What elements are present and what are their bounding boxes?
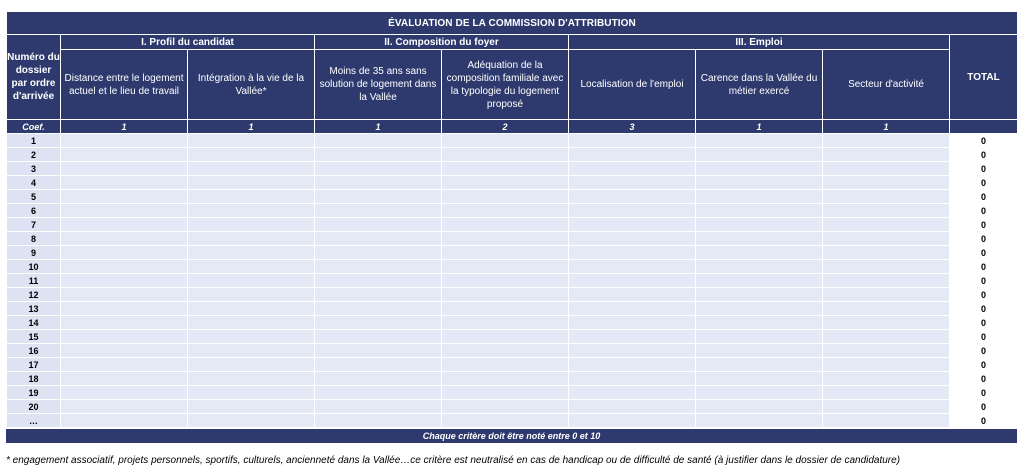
score-cell[interactable] bbox=[61, 330, 188, 344]
score-cell[interactable] bbox=[61, 218, 188, 232]
score-cell[interactable] bbox=[188, 386, 315, 400]
score-cell[interactable] bbox=[442, 358, 569, 372]
score-cell[interactable] bbox=[823, 386, 950, 400]
score-cell[interactable] bbox=[696, 260, 823, 274]
score-cell[interactable] bbox=[188, 316, 315, 330]
score-cell[interactable] bbox=[315, 274, 442, 288]
table-row bbox=[7, 134, 1018, 148]
score-cell[interactable] bbox=[569, 190, 696, 204]
coefficient-value: 3 bbox=[569, 120, 696, 134]
score-cell[interactable] bbox=[442, 344, 569, 358]
score-cell[interactable] bbox=[442, 386, 569, 400]
total-cell: 0 bbox=[950, 134, 1018, 148]
score-cell[interactable] bbox=[823, 288, 950, 302]
section-header-profil: I. Profil du candidat bbox=[61, 35, 315, 50]
table-row bbox=[7, 190, 1018, 204]
score-cell[interactable] bbox=[61, 148, 188, 162]
score-cell[interactable] bbox=[696, 162, 823, 176]
score-cell[interactable] bbox=[315, 190, 442, 204]
coefficient-value: 1 bbox=[823, 120, 950, 134]
table-row bbox=[7, 274, 1018, 288]
coefficient-value: 1 bbox=[315, 120, 442, 134]
score-cell[interactable] bbox=[569, 344, 696, 358]
score-cell[interactable] bbox=[569, 204, 696, 218]
score-cell[interactable] bbox=[315, 218, 442, 232]
coefficient-value: 2 bbox=[442, 120, 569, 134]
table-row bbox=[7, 344, 1018, 358]
score-cell[interactable] bbox=[823, 246, 950, 260]
score-cell[interactable] bbox=[823, 232, 950, 246]
dossier-number: 7 bbox=[7, 218, 61, 232]
score-cell[interactable] bbox=[823, 134, 950, 148]
score-cell[interactable] bbox=[442, 232, 569, 246]
score-cell[interactable] bbox=[188, 218, 315, 232]
score-cell[interactable] bbox=[188, 176, 315, 190]
score-cell[interactable] bbox=[442, 148, 569, 162]
score-cell[interactable] bbox=[696, 204, 823, 218]
score-cell[interactable] bbox=[315, 330, 442, 344]
score-cell[interactable] bbox=[61, 232, 188, 246]
score-cell[interactable] bbox=[569, 134, 696, 148]
table-row bbox=[7, 330, 1018, 344]
score-cell[interactable] bbox=[442, 190, 569, 204]
score-cell[interactable] bbox=[696, 358, 823, 372]
coefficient-value: 1 bbox=[61, 120, 188, 134]
score-cell[interactable] bbox=[442, 302, 569, 316]
score-cell[interactable] bbox=[315, 358, 442, 372]
score-cell[interactable] bbox=[823, 162, 950, 176]
score-cell[interactable] bbox=[188, 260, 315, 274]
criterion-header: Localisation de l'emploi bbox=[569, 50, 696, 120]
total-cell: 0 bbox=[950, 400, 1018, 414]
dossier-number: 6 bbox=[7, 204, 61, 218]
total-cell: 0 bbox=[950, 344, 1018, 358]
table-row bbox=[7, 316, 1018, 330]
score-cell[interactable] bbox=[696, 274, 823, 288]
score-cell[interactable] bbox=[188, 232, 315, 246]
total-cell: 0 bbox=[950, 386, 1018, 400]
dossier-number: 4 bbox=[7, 176, 61, 190]
score-cell[interactable] bbox=[61, 204, 188, 218]
score-cell[interactable] bbox=[442, 246, 569, 260]
evaluation-table bbox=[6, 11, 1018, 428]
score-cell[interactable] bbox=[188, 288, 315, 302]
dossier-number: 5 bbox=[7, 190, 61, 204]
score-cell[interactable] bbox=[569, 246, 696, 260]
score-cell[interactable] bbox=[696, 414, 823, 428]
score-cell[interactable] bbox=[315, 316, 442, 330]
score-cell[interactable] bbox=[61, 372, 188, 386]
score-cell[interactable] bbox=[315, 344, 442, 358]
score-cell[interactable] bbox=[569, 274, 696, 288]
table-row bbox=[7, 358, 1018, 372]
total-cell: 0 bbox=[950, 414, 1018, 428]
coefficient-value: 1 bbox=[188, 120, 315, 134]
score-cell[interactable] bbox=[442, 204, 569, 218]
score-cell[interactable] bbox=[188, 400, 315, 414]
score-cell[interactable] bbox=[569, 232, 696, 246]
score-cell[interactable] bbox=[823, 414, 950, 428]
score-cell[interactable] bbox=[569, 414, 696, 428]
score-cell[interactable] bbox=[61, 190, 188, 204]
score-cell[interactable] bbox=[442, 274, 569, 288]
dossier-number: 1 bbox=[7, 134, 61, 148]
score-cell[interactable] bbox=[696, 246, 823, 260]
score-cell[interactable] bbox=[188, 190, 315, 204]
score-cell[interactable] bbox=[315, 162, 442, 176]
total-header: TOTAL bbox=[950, 35, 1018, 120]
total-cell: 0 bbox=[950, 148, 1018, 162]
table-row bbox=[7, 218, 1018, 232]
score-cell[interactable] bbox=[442, 316, 569, 330]
score-cell[interactable] bbox=[569, 386, 696, 400]
score-cell[interactable] bbox=[442, 372, 569, 386]
total-cell: 0 bbox=[950, 260, 1018, 274]
score-cell[interactable] bbox=[315, 246, 442, 260]
dossier-number: 2 bbox=[7, 148, 61, 162]
score-cell[interactable] bbox=[696, 134, 823, 148]
dossier-number: 13 bbox=[7, 302, 61, 316]
score-cell[interactable] bbox=[315, 148, 442, 162]
score-cell[interactable] bbox=[315, 288, 442, 302]
table-title: ÉVALUATION DE LA COMMISSION D'ATTRIBUTION bbox=[7, 12, 1018, 35]
score-cell[interactable] bbox=[696, 386, 823, 400]
score-cell[interactable] bbox=[61, 414, 188, 428]
score-cell[interactable] bbox=[442, 330, 569, 344]
total-cell: 0 bbox=[950, 302, 1018, 316]
dossier-number: 16 bbox=[7, 344, 61, 358]
table-row bbox=[7, 260, 1018, 274]
score-cell[interactable] bbox=[569, 176, 696, 190]
table-row bbox=[7, 288, 1018, 302]
score-cell[interactable] bbox=[696, 330, 823, 344]
score-cell[interactable] bbox=[696, 190, 823, 204]
dossier-number: 19 bbox=[7, 386, 61, 400]
score-cell[interactable] bbox=[61, 316, 188, 330]
score-cell[interactable] bbox=[315, 414, 442, 428]
dossier-number: 15 bbox=[7, 330, 61, 344]
score-cell[interactable] bbox=[569, 218, 696, 232]
score-cell[interactable] bbox=[696, 218, 823, 232]
score-cell[interactable] bbox=[61, 302, 188, 316]
criterion-header: Distance entre le logement actuel et le lieu de travail bbox=[61, 50, 188, 120]
score-cell[interactable] bbox=[61, 162, 188, 176]
score-cell[interactable] bbox=[188, 246, 315, 260]
score-cell[interactable] bbox=[569, 372, 696, 386]
dossier-number: 17 bbox=[7, 358, 61, 372]
score-cell[interactable] bbox=[442, 162, 569, 176]
score-cell[interactable] bbox=[315, 260, 442, 274]
total-cell: 0 bbox=[950, 372, 1018, 386]
dossier-number: 11 bbox=[7, 274, 61, 288]
score-cell[interactable] bbox=[696, 302, 823, 316]
dossier-number: 10 bbox=[7, 260, 61, 274]
table-row bbox=[7, 162, 1018, 176]
total-cell: 0 bbox=[950, 316, 1018, 330]
score-cell[interactable] bbox=[442, 218, 569, 232]
score-cell[interactable] bbox=[61, 386, 188, 400]
score-cell[interactable] bbox=[696, 316, 823, 330]
score-cell[interactable] bbox=[696, 288, 823, 302]
score-cell[interactable] bbox=[696, 176, 823, 190]
total-cell: 0 bbox=[950, 288, 1018, 302]
score-cell[interactable] bbox=[823, 330, 950, 344]
score-cell[interactable] bbox=[569, 330, 696, 344]
table-row bbox=[7, 302, 1018, 316]
score-cell[interactable] bbox=[823, 358, 950, 372]
score-cell[interactable] bbox=[61, 358, 188, 372]
dossier-number: 8 bbox=[7, 232, 61, 246]
criterion-header: Carence dans la Vallée du métier exercé bbox=[696, 50, 823, 120]
score-cell[interactable] bbox=[442, 288, 569, 302]
section-header-foyer: II. Composition du foyer bbox=[315, 35, 569, 50]
score-cell[interactable] bbox=[315, 386, 442, 400]
score-cell[interactable] bbox=[188, 344, 315, 358]
total-cell: 0 bbox=[950, 232, 1018, 246]
score-cell[interactable] bbox=[696, 400, 823, 414]
score-cell[interactable] bbox=[188, 302, 315, 316]
evaluation-table-container bbox=[6, 11, 1017, 443]
dossier-number: 12 bbox=[7, 288, 61, 302]
coefficient-value: 1 bbox=[696, 120, 823, 134]
score-cell[interactable] bbox=[569, 260, 696, 274]
score-cell[interactable] bbox=[442, 414, 569, 428]
score-cell[interactable] bbox=[315, 302, 442, 316]
score-cell[interactable] bbox=[188, 414, 315, 428]
score-cell[interactable] bbox=[823, 316, 950, 330]
scoring-rule-banner: Chaque critère doit être noté entre 0 et 10 bbox=[6, 429, 1017, 443]
table-row bbox=[7, 148, 1018, 162]
total-cell: 0 bbox=[950, 246, 1018, 260]
table-row bbox=[7, 414, 1018, 428]
score-cell[interactable] bbox=[823, 372, 950, 386]
total-cell: 0 bbox=[950, 330, 1018, 344]
score-cell[interactable] bbox=[823, 218, 950, 232]
total-cell: 0 bbox=[950, 162, 1018, 176]
score-cell[interactable] bbox=[61, 260, 188, 274]
score-cell[interactable] bbox=[442, 134, 569, 148]
row-number-header: Numéro du dossier par ordre d'arrivée bbox=[7, 35, 61, 120]
score-cell[interactable] bbox=[569, 400, 696, 414]
score-cell[interactable] bbox=[823, 176, 950, 190]
score-cell[interactable] bbox=[61, 288, 188, 302]
score-cell[interactable] bbox=[823, 260, 950, 274]
score-cell[interactable] bbox=[188, 204, 315, 218]
score-cell[interactable] bbox=[823, 302, 950, 316]
dossier-number: 3 bbox=[7, 162, 61, 176]
score-cell[interactable] bbox=[315, 372, 442, 386]
table-row bbox=[7, 386, 1018, 400]
table-row bbox=[7, 400, 1018, 414]
score-cell[interactable] bbox=[696, 148, 823, 162]
score-cell[interactable] bbox=[315, 176, 442, 190]
score-cell[interactable] bbox=[823, 400, 950, 414]
score-cell[interactable] bbox=[188, 274, 315, 288]
score-cell[interactable] bbox=[188, 358, 315, 372]
score-cell[interactable] bbox=[569, 302, 696, 316]
total-cell: 0 bbox=[950, 358, 1018, 372]
criterion-header: Secteur d'activité bbox=[823, 50, 950, 120]
score-cell[interactable] bbox=[823, 204, 950, 218]
score-cell[interactable] bbox=[823, 190, 950, 204]
table-row bbox=[7, 204, 1018, 218]
score-cell[interactable] bbox=[315, 400, 442, 414]
score-cell[interactable] bbox=[696, 344, 823, 358]
total-cell: 0 bbox=[950, 274, 1018, 288]
dossier-number: 9 bbox=[7, 246, 61, 260]
table-row bbox=[7, 246, 1018, 260]
section-header-emploi: III. Emploi bbox=[569, 35, 950, 50]
table-row bbox=[7, 176, 1018, 190]
total-cell: 0 bbox=[950, 218, 1018, 232]
score-cell[interactable] bbox=[442, 260, 569, 274]
coefficient-label: Coef. bbox=[7, 120, 61, 134]
score-cell[interactable] bbox=[61, 176, 188, 190]
score-cell[interactable] bbox=[569, 162, 696, 176]
dossier-number: … bbox=[7, 414, 61, 428]
dossier-number: 14 bbox=[7, 316, 61, 330]
score-cell[interactable] bbox=[569, 316, 696, 330]
score-cell[interactable] bbox=[696, 372, 823, 386]
score-cell[interactable] bbox=[188, 372, 315, 386]
score-cell[interactable] bbox=[823, 274, 950, 288]
score-cell[interactable] bbox=[823, 148, 950, 162]
score-cell[interactable] bbox=[569, 148, 696, 162]
score-cell[interactable] bbox=[315, 232, 442, 246]
score-cell[interactable] bbox=[188, 330, 315, 344]
dossier-number: 20 bbox=[7, 400, 61, 414]
score-cell[interactable] bbox=[315, 204, 442, 218]
score-cell[interactable] bbox=[188, 134, 315, 148]
score-cell[interactable] bbox=[823, 344, 950, 358]
dossier-number: 18 bbox=[7, 372, 61, 386]
criterion-header: Adéquation de la composition familiale avec la typologie du logement proposé bbox=[442, 50, 569, 120]
footnote: * engagement associatif, projets personnels, sportifs, culturels, ancienneté dans la Vallée…ce critère est neutralisé en cas de handicap ou de difficulté de santé (à justifier dans le dossier de candidature) bbox=[6, 455, 901, 466]
score-cell[interactable] bbox=[188, 148, 315, 162]
criterion-header: Moins de 35 ans sans solution de logement dans la Vallée bbox=[315, 50, 442, 120]
score-cell[interactable] bbox=[188, 162, 315, 176]
table-row bbox=[7, 372, 1018, 386]
total-cell: 0 bbox=[950, 176, 1018, 190]
score-cell[interactable] bbox=[61, 400, 188, 414]
score-cell[interactable] bbox=[315, 134, 442, 148]
coefficient-total-blank bbox=[950, 120, 1018, 134]
score-cell[interactable] bbox=[61, 344, 188, 358]
table-row bbox=[7, 232, 1018, 246]
total-cell: 0 bbox=[950, 190, 1018, 204]
score-cell[interactable] bbox=[442, 176, 569, 190]
score-cell[interactable] bbox=[569, 288, 696, 302]
score-cell[interactable] bbox=[442, 400, 569, 414]
score-cell[interactable] bbox=[61, 274, 188, 288]
score-cell[interactable] bbox=[61, 134, 188, 148]
score-cell[interactable] bbox=[696, 232, 823, 246]
score-cell[interactable] bbox=[61, 246, 188, 260]
score-cell[interactable] bbox=[569, 358, 696, 372]
criterion-header: Intégration à la vie de la Vallée* bbox=[188, 50, 315, 120]
total-cell: 0 bbox=[950, 204, 1018, 218]
